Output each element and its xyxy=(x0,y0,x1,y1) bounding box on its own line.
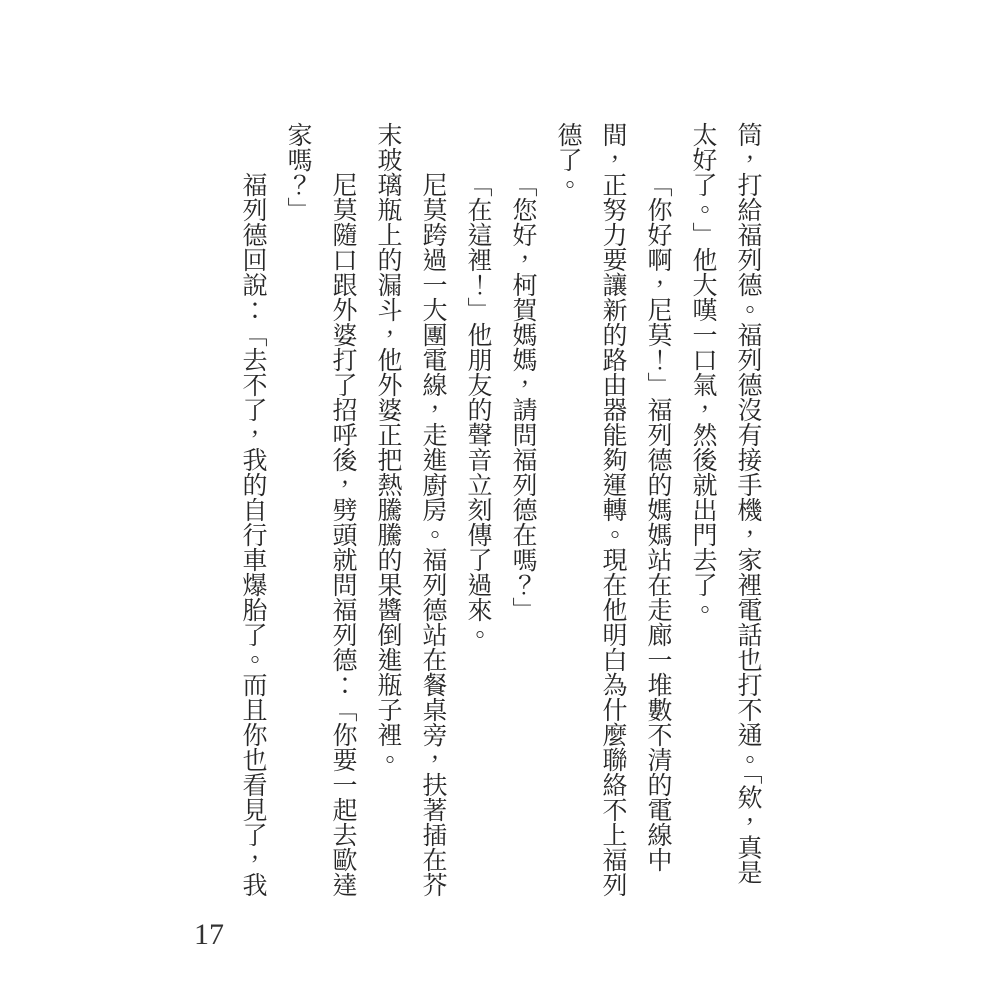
page-text xyxy=(230,122,770,897)
paragraph: 尼莫跨過一大團電線，走進廚房。福列德站在餐桌旁，扶著插在芥末玻璃瓶上的漏斗，他外婆正把熱騰騰的果醬倒進瓶子裡。 xyxy=(374,122,446,897)
paragraph: 筒，打給福列德。福列德沒有接手機，家裡電話也打不通。「欸，真是太好了。」他大嘆一口氣，然後就出門去了。 xyxy=(689,122,761,885)
paragraph: 「在這裡！」他朋友的聲音立刻傳了過來。 xyxy=(464,172,491,647)
paragraph: 福列德回說：「去不了，我的自行車爆胎了。而且你也看見了，我 xyxy=(239,172,266,897)
paragraph: 「你好啊，尼莫！」福列德的媽媽站在走廊一堆數不清的電線中間，正努力要讓新的路由器能夠運轉。現在他明白為什麼聯絡不上福列德了。 xyxy=(554,122,671,897)
paragraph: 尼莫隨口跟外婆打了招呼後，劈頭就問福列德：「你要一起去歐達家嗎？」 xyxy=(284,122,356,897)
paragraph: 「您好，柯賀媽媽，請問福列德在嗎？」 xyxy=(509,172,536,622)
page-number: 17 xyxy=(194,918,224,951)
